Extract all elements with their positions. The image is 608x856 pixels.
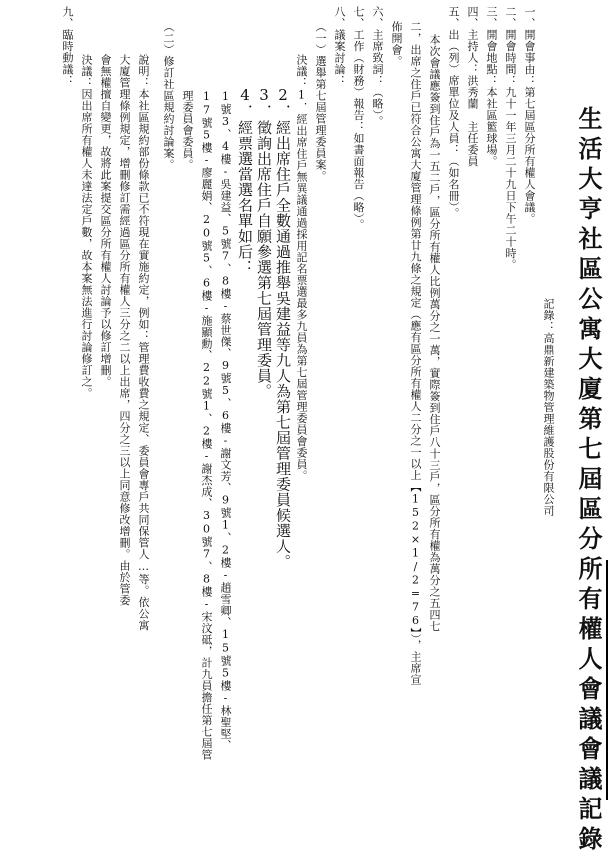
item-chair-speech: 六、主席致詞：（略）。 xyxy=(371,6,384,127)
elected-members-line: 17號5樓-廖麗娟、20號5、6樓-施顯勳、22號1、2樓-謝杰成、30號7、8樓-宋汶砥，計九員擔任第七屆管 xyxy=(200,90,213,761)
item-meeting-place: 三、開會地點：本社區籃球場。 xyxy=(485,6,498,167)
motion-one-title: （一）選舉第七屆管理委員案。 xyxy=(314,21,327,182)
item-extempore-motions: 九、臨時動議： xyxy=(61,6,74,87)
item-meeting-time: 二、開會時間：九十一年三月二十九日下午二十時。 xyxy=(504,6,517,271)
resolution-line: 決議：1．經出席住戶無異議通過採用記名票選最多九員為第七屆管理委員會委員。 xyxy=(295,54,308,482)
attendance-paragraph-line: 佈開會。 xyxy=(390,21,403,67)
explanation-line: 會無權擅自變更，故將此案提交區分所有權人討論予以修訂增刪。 xyxy=(99,54,112,388)
resolution-line: 2．經出席住戶全數通過推舉吳建益等九人為第七屆管理委員候選人。 xyxy=(274,86,292,570)
item-chairperson: 四、主持人：洪秀蘭 主任委員 xyxy=(466,6,479,167)
recorder-line: 記錄：高鼎新建築物管理維護股份有限公司 xyxy=(542,298,555,517)
item-work-report: 七、工作（財務）報告：如書面報告（略）。 xyxy=(352,6,365,231)
elected-members-line: 理委員會委員。 xyxy=(181,90,194,171)
elected-members-line: 1號3、4樓-吳建益、5號7、8樓-蔡世傑、9號5、6樓-謝文芳、9號1、2樓-趙雪卿、15號5樓-林聖堅、 xyxy=(219,90,232,751)
motion-two-resolution: 決議：因出席所有權人未達法定戶數，故本案無法進行討論修訂之。 xyxy=(80,54,93,399)
item-attendance: 五、出（列）席單位及人員：（如名冊）。 xyxy=(447,6,460,219)
explanation-line: 大廈管理條例規定，增刪修訂需經過區分所有權人三分之二以上出席，四分之三以上同意修改增刪。由於管委 xyxy=(118,54,131,606)
resolution-line: 4．經票選當選名單如后： xyxy=(236,86,254,275)
item-agenda: 八、議案討論： xyxy=(333,6,346,87)
attendance-paragraph-line: 二，出席之住戶已符合公寓大廈管理條例第廿九條之規定（應有區分所有權人二分之一以上【152×1/2=76】），主席宣 xyxy=(409,21,422,686)
explanation-line: 說明：本社區規約部份條款已不符現在實施約定，例如：管理費收費之規定、委員會專戶共同保管人…等。依公寓 xyxy=(137,54,150,631)
document-title: 生活大亨社區公寓大廈第七屆區分所有權人會議會議記錄 xyxy=(574,106,603,856)
item-meeting-subject: 一、開會事由：第七屆區分所有權人會議。 xyxy=(523,6,536,225)
attendance-paragraph-line: 本次會議應簽到住戶為一五二戶，區分所有權人比例萬分之一萬，實際簽到住戶八十三戶，區分所有權為萬分之五四七 xyxy=(428,34,441,632)
motion-two-title: （二）修訂社區規約討論案。 xyxy=(162,21,175,171)
resolution-line: 3．徵詢出席住戶自願參選第七屆管理委員。 xyxy=(255,86,273,399)
